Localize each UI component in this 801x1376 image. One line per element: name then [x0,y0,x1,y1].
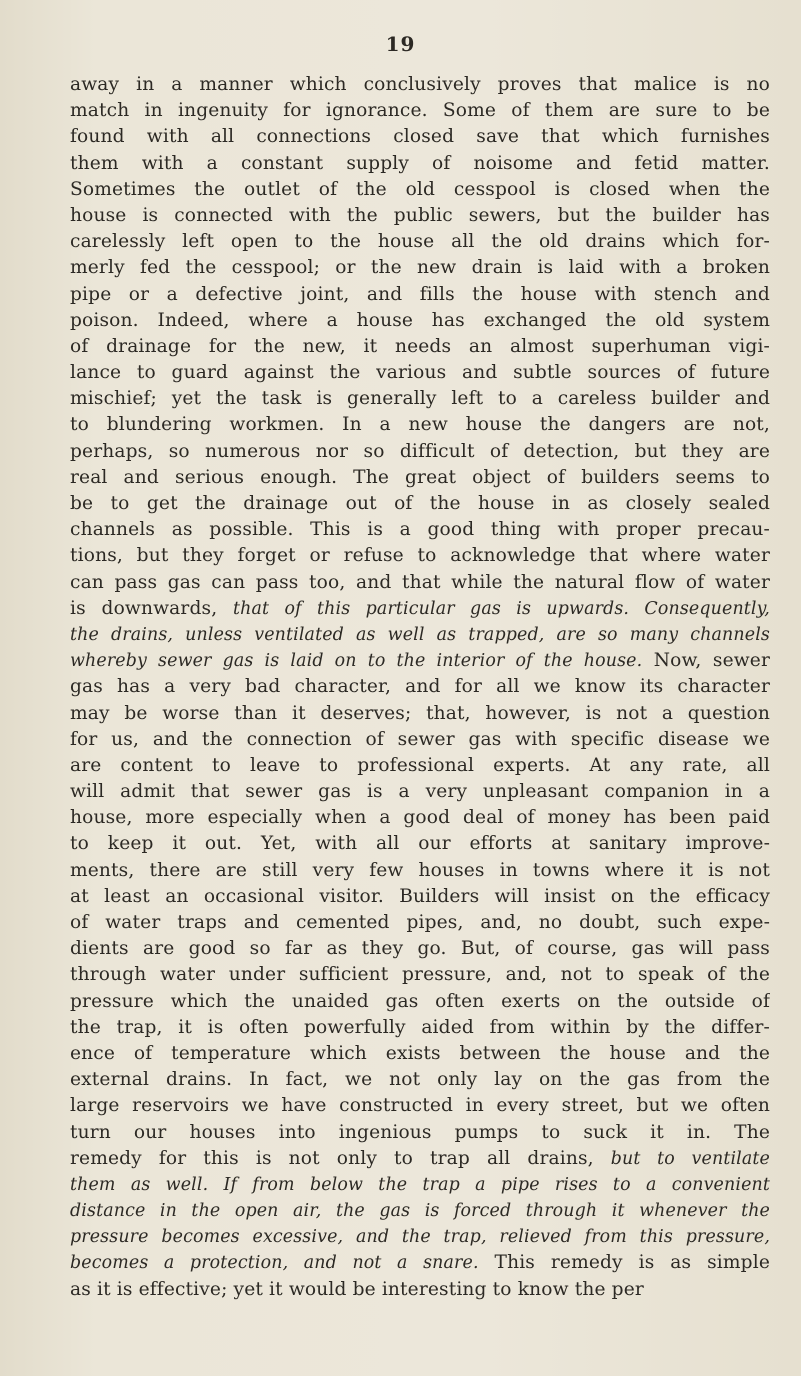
text-segment: poison. Indeed, where a house has exchanged the old system [70,309,770,331]
text-segment: for us, and the connection of sewer gas with specific disease we [70,728,770,750]
text-line [70,701,770,727]
text-line [70,1067,770,1093]
text-line [70,412,770,438]
text-segment: ence of temperature which exists between the house and the [70,1042,770,1064]
text-line [70,858,770,884]
text-line [70,439,770,465]
text-segment: dients are good so far as they go. But, of course, gas will pass [70,938,770,960]
text-segment: carelessly left open to the house all the old drains which for- [70,231,770,253]
text-line [70,805,770,831]
text-line [70,1041,770,1067]
text-line [70,98,770,124]
text-segment: pipe or a defective joint, and fills the house with stench and [70,283,770,305]
text-segment: is downwards, [70,597,233,619]
text-segment: tions, but they forget or refuse to acknowledge that where water [70,545,770,567]
text-line [70,727,770,753]
text-line [70,1277,770,1303]
italic-text: that of this particular gas is upwards. Consequently, [232,598,770,619]
body-text [70,72,770,1303]
text-line [70,543,770,569]
text-segment: Now, sewer [642,650,770,672]
text-segment: of water traps and cemented pipes, and, no doubt, such expe- [70,912,770,933]
italic-text: the drains, unless ventilated as well as trapped, are so many channels [70,624,770,645]
text-segment: are content to leave to professional experts. At any rate, all [70,754,770,776]
text-segment: lance to guard against the various and subtle sources of future [70,362,770,384]
text-segment: of drainage for the new, it needs an almost superhuman vigi- [70,335,770,357]
text-segment: found with all connections closed save that which furnishes [70,126,770,148]
text-segment: through water under sufficient pressure, and, not to speak of the [70,964,770,986]
text-line [70,124,770,150]
text-segment: channels as possible. This is a good thing with proper precau- [70,519,770,541]
text-line [70,1224,770,1250]
text-line [70,570,770,596]
italic-text: pressure becomes excessive, and the trap, relieved from this pressure, [70,1227,770,1248]
text-line [70,386,770,412]
text-line [70,465,770,491]
text-segment: large reservoirs we have constructed in every street, but we often [70,1095,770,1117]
text-segment: at least an occasional visitor. Builders will insist on the efficacy [70,885,770,907]
text-line [70,831,770,857]
italic-text: them as well. If from below the trap a pipe rises to a convenient [70,1174,770,1195]
text-segment: real and serious enough. The great object of builders seems to [70,466,770,488]
text-line [70,1120,770,1146]
text-line [70,596,770,622]
text-segment: perhaps, so numerous nor so difficult of detection, but they are [70,440,770,462]
text-segment: be to get the drainage out of the house in as closely sealed [70,493,770,514]
text-line [70,517,770,543]
page-number: 19 [385,32,416,56]
text-segment: turn our houses into ingenious pumps to suck it in. The [70,1121,770,1143]
text-line [70,674,770,700]
text-segment: match in ingenuity for ignorance. Some of them are sure to be [70,100,770,122]
text-line [70,151,770,177]
text-segment: This remedy is as simple [478,1252,770,1274]
text-line [70,962,770,988]
text-line [70,1146,770,1172]
italic-text: becomes a protection, and not a snare. [70,1253,479,1274]
text-segment: external drains. In fact, we not only lay on the gas from the [70,1069,770,1091]
text-segment: Sometimes the outlet of the old cesspool is closed when the [70,178,770,200]
text-line [70,334,770,360]
text-segment: to blundering workmen. In a new house the dangers are not, [70,414,770,436]
italic-text: whereby sewer gas is laid on to the interior of the house. [70,651,643,672]
text-line [70,989,770,1015]
text-segment: ments, there are still very few houses in towns where it is not [70,859,770,881]
text-segment: pressure which the unaided gas often exerts on the outside of [70,990,770,1012]
text-line [70,1172,770,1198]
text-segment: may be worse than it deserves; that, however, is not a question [70,702,770,724]
text-segment: remedy for this is not only to trap all drains, [70,1147,611,1169]
text-line [70,255,770,281]
text-line [70,622,770,648]
text-line [70,910,770,936]
text-segment: the trap, it is often powerfully aided from within by the differ- [70,1016,770,1038]
text-line [70,491,770,517]
italic-text: distance in the open air, the gas is forced through it whenever the [70,1201,770,1222]
text-line [70,1015,770,1041]
text-line [70,282,770,308]
text-segment: house, more especially when a good deal of money has been paid [70,807,770,829]
text-segment: them with a constant supply of noisome and fetid matter. [70,152,770,174]
text-line [70,648,770,674]
text-line [70,229,770,255]
text-segment: merly fed the cesspool; or the new drain is laid with a broken [70,257,770,279]
text-line [70,308,770,334]
text-line [70,884,770,910]
text-line [70,1093,770,1119]
text-segment: house is connected with the public sewers, but the builder has [70,204,770,226]
text-line [70,1198,770,1224]
text-line [70,1250,770,1276]
text-segment: away in a manner which conclusively proves that malice is no [70,74,770,95]
text-line [70,753,770,779]
text-line [70,360,770,386]
text-segment: mischief; yet the task is generally left to a careless builder and [70,388,770,410]
text-line [70,936,770,962]
text-segment: will admit that sewer gas is a very unpleasant companion in a [70,781,770,803]
text-segment: gas has a very bad character, and for all we know its character [70,676,770,698]
text-line [70,72,770,98]
text-line [70,779,770,805]
text-segment: as it is effective; yet it would be interesting to know the per [70,1278,644,1300]
text-line [70,177,770,203]
text-line [70,203,770,229]
text-segment: can pass gas can pass too, and that while the natural flow of water [70,571,770,593]
text-segment: to keep it out. Yet, with all our efforts at sanitary improve- [70,833,770,855]
italic-text: but to ventilate [610,1148,770,1169]
